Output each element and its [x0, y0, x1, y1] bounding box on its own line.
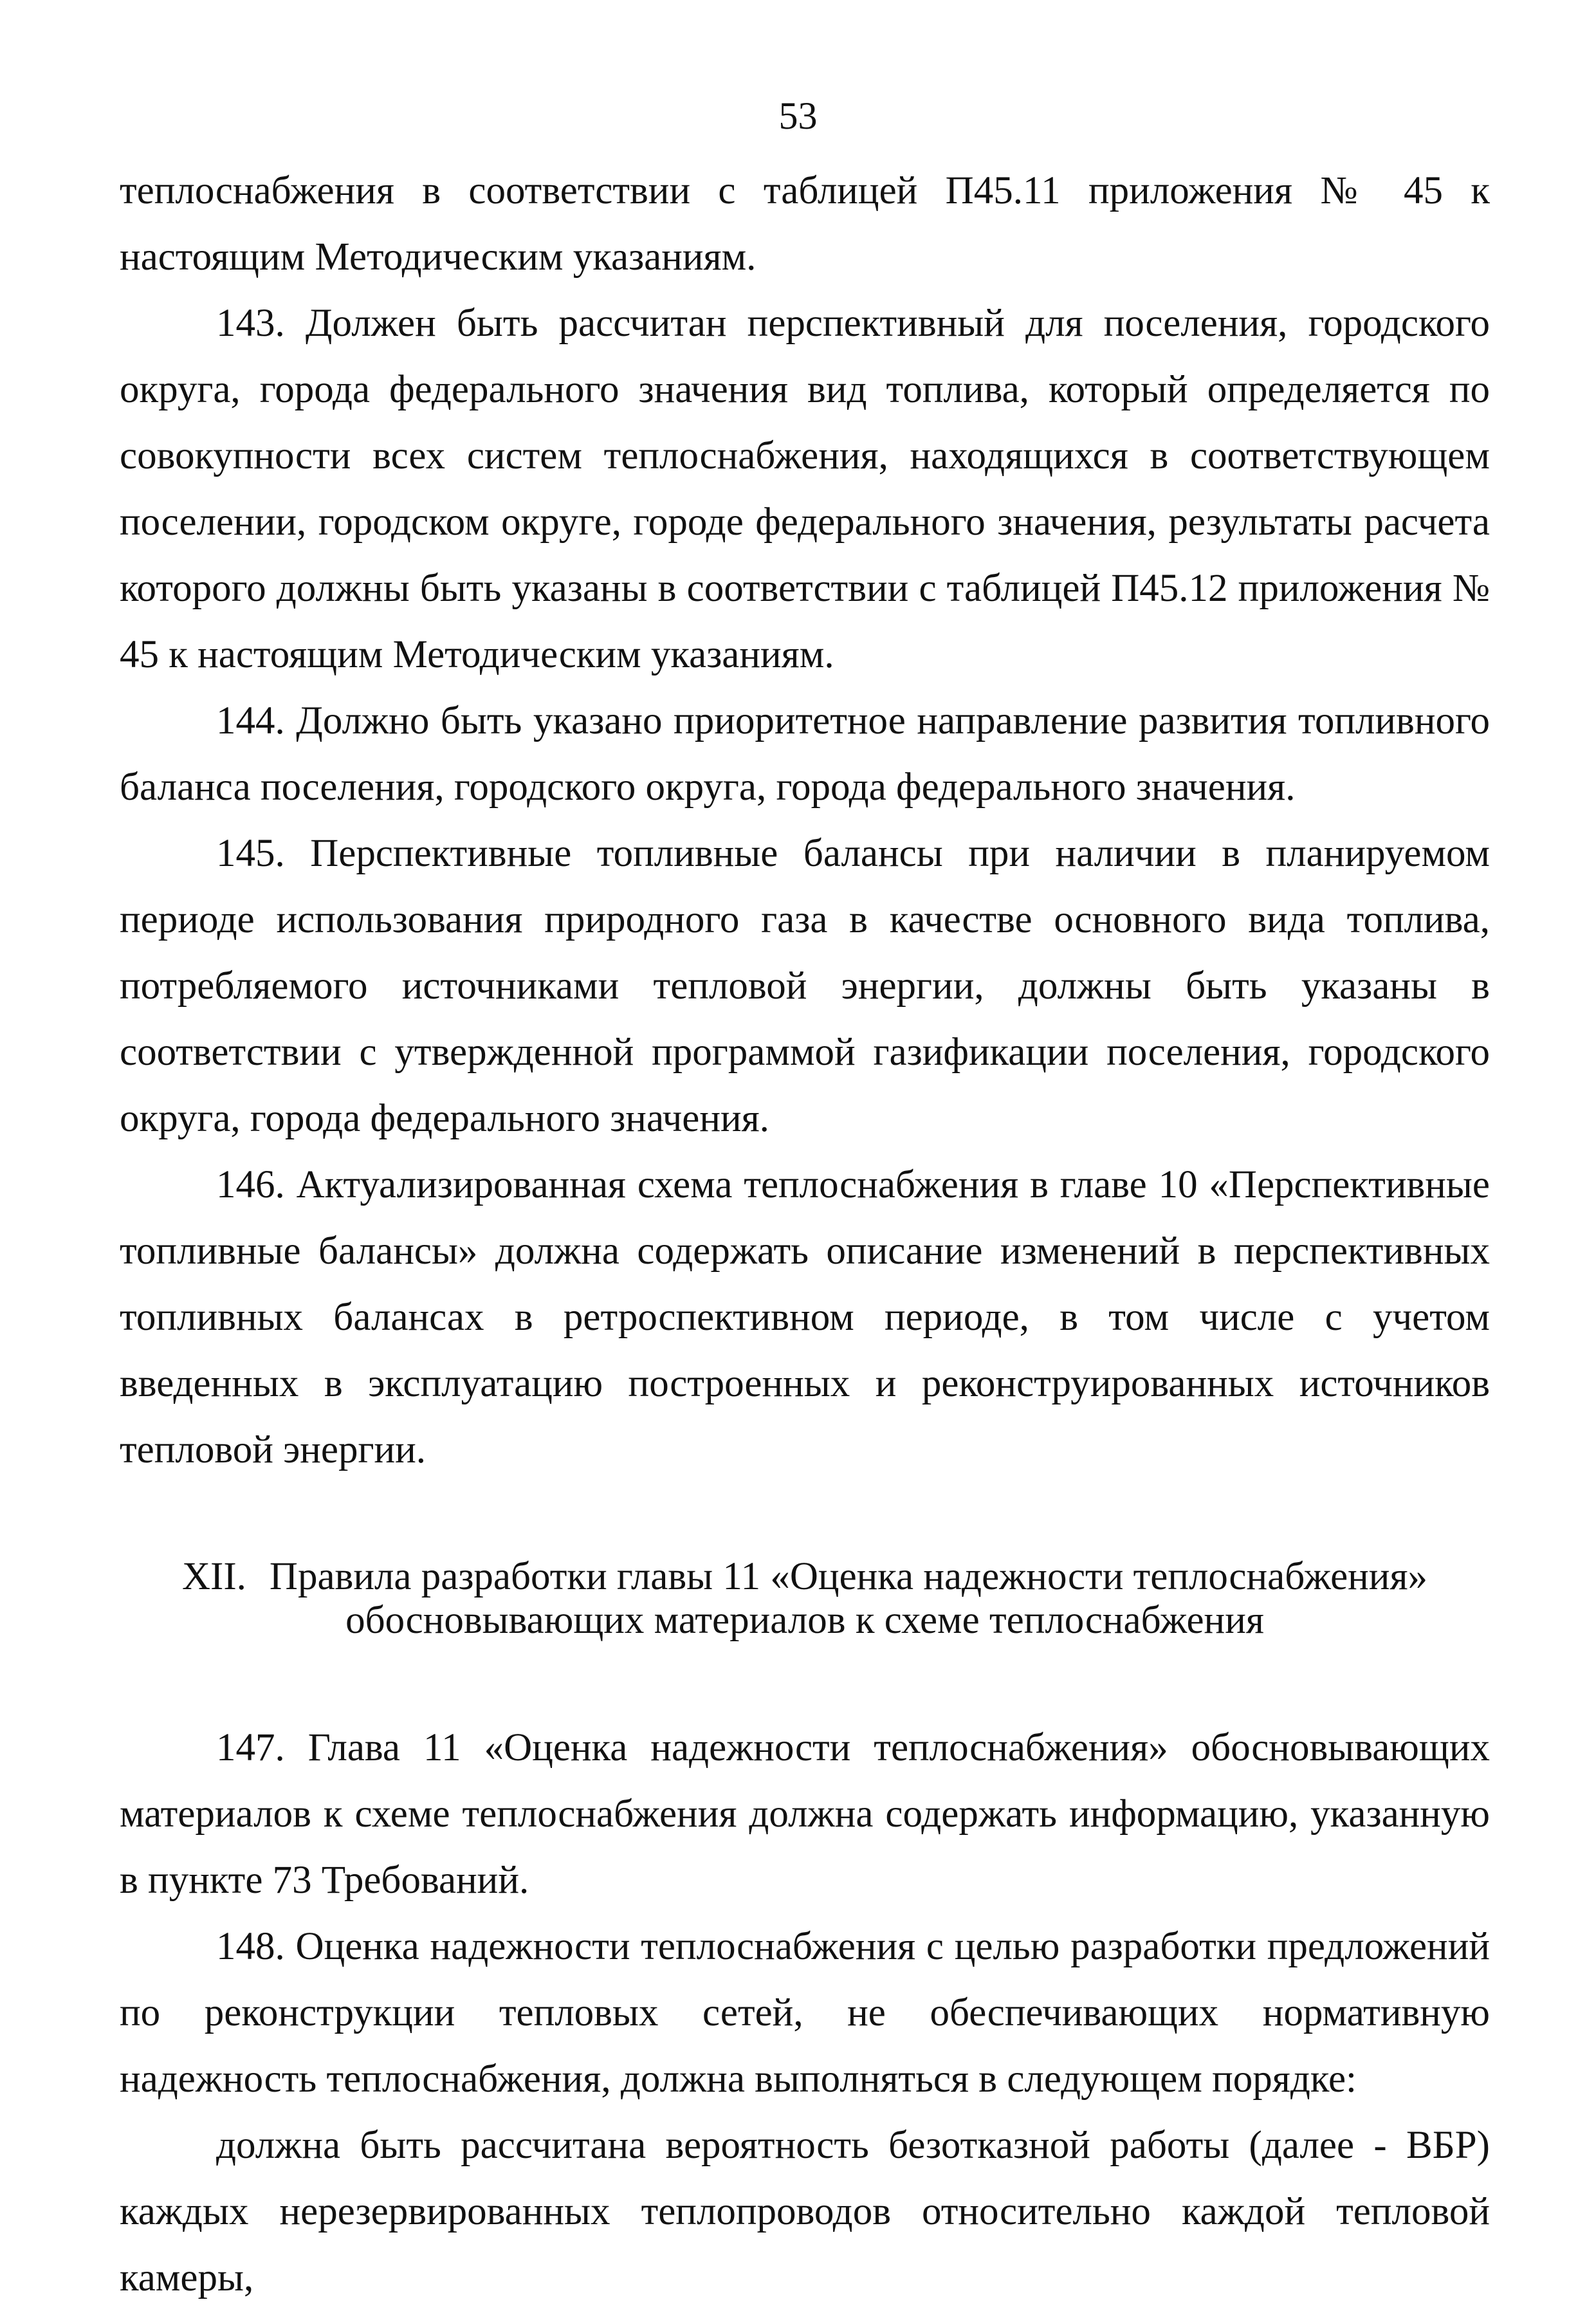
section-title-line-2: обосновывающих материалов к схеме теплоснабжения [345, 1599, 1264, 1642]
section-heading-line-1 [120, 1555, 1490, 1599]
paragraph-148-item: должна быть рассчитана вероятность безотказной работы (далее - ВБР) каждых нерезервированных теплопроводов относительно каждой тепловой камеры, [120, 2124, 1490, 2299]
section-heading [120, 1555, 1490, 1643]
paragraph-145: 145. Перспективные топливные балансы при наличии в планируемом периоде использования природного газа в качестве основного вида топлива, потребляемого источниками тепловой энергии, должны быть указаны в соответствии с утвержденной программой газификации поселения, городского округа, города федерального значения. [120, 832, 1490, 1140]
section-title-line-1: Правила разработки главы 11 «Оценка надежности теплоснабжения» [269, 1555, 1428, 1598]
paragraph-148: 148. Оценка надежности теплоснабжения с целью разработки предложений по реконструкции тепловых сетей, не обеспечивающих нормативную надежность теплоснабжения, должна выполняться в следующем порядке: [120, 1925, 1490, 2101]
paragraph-147: 147. Глава 11 «Оценка надежности теплоснабжения» обосновывающих материалов к схеме теплоснабжения должна содержать информацию, указанную в пункте 73 Требований. [120, 1726, 1490, 1902]
document-body [120, 158, 1490, 2311]
paragraph-continuation: теплоснабжения в соответствии с таблицей П45.11 приложения № 45 к настоящим Методическим указаниям. [120, 169, 1490, 279]
paragraph-144: 144. Должно быть указано приоритетное направление развития топливного баланса поселения, городского округа, города федерального значения. [120, 699, 1490, 809]
page-number: 53 [778, 95, 818, 137]
paragraph-146: 146. Актуализированная схема теплоснабжения в главе 10 «Перспективные топливные балансы» должна содержать описание изменений в перспективных топливных балансах в ретроспективном периоде, в том числе с учетом введенных в эксплуатацию построенных и реконструированных источников тепловой энергии. [120, 1163, 1490, 1471]
section-number: XII. [181, 1555, 246, 1598]
paragraph-143: 143. Должен быть рассчитан перспективный для поселения, городского округа, города федерального значения вид топлива, который определяется по совокупности всех систем теплоснабжения, находящихся в соответствующем поселении, городском округе, городе федерального значения, результаты расчета которого должны быть указаны в соответствии с таблицей П45.12 приложения № 45 к настоящим Методическим указаниям. [120, 302, 1490, 676]
